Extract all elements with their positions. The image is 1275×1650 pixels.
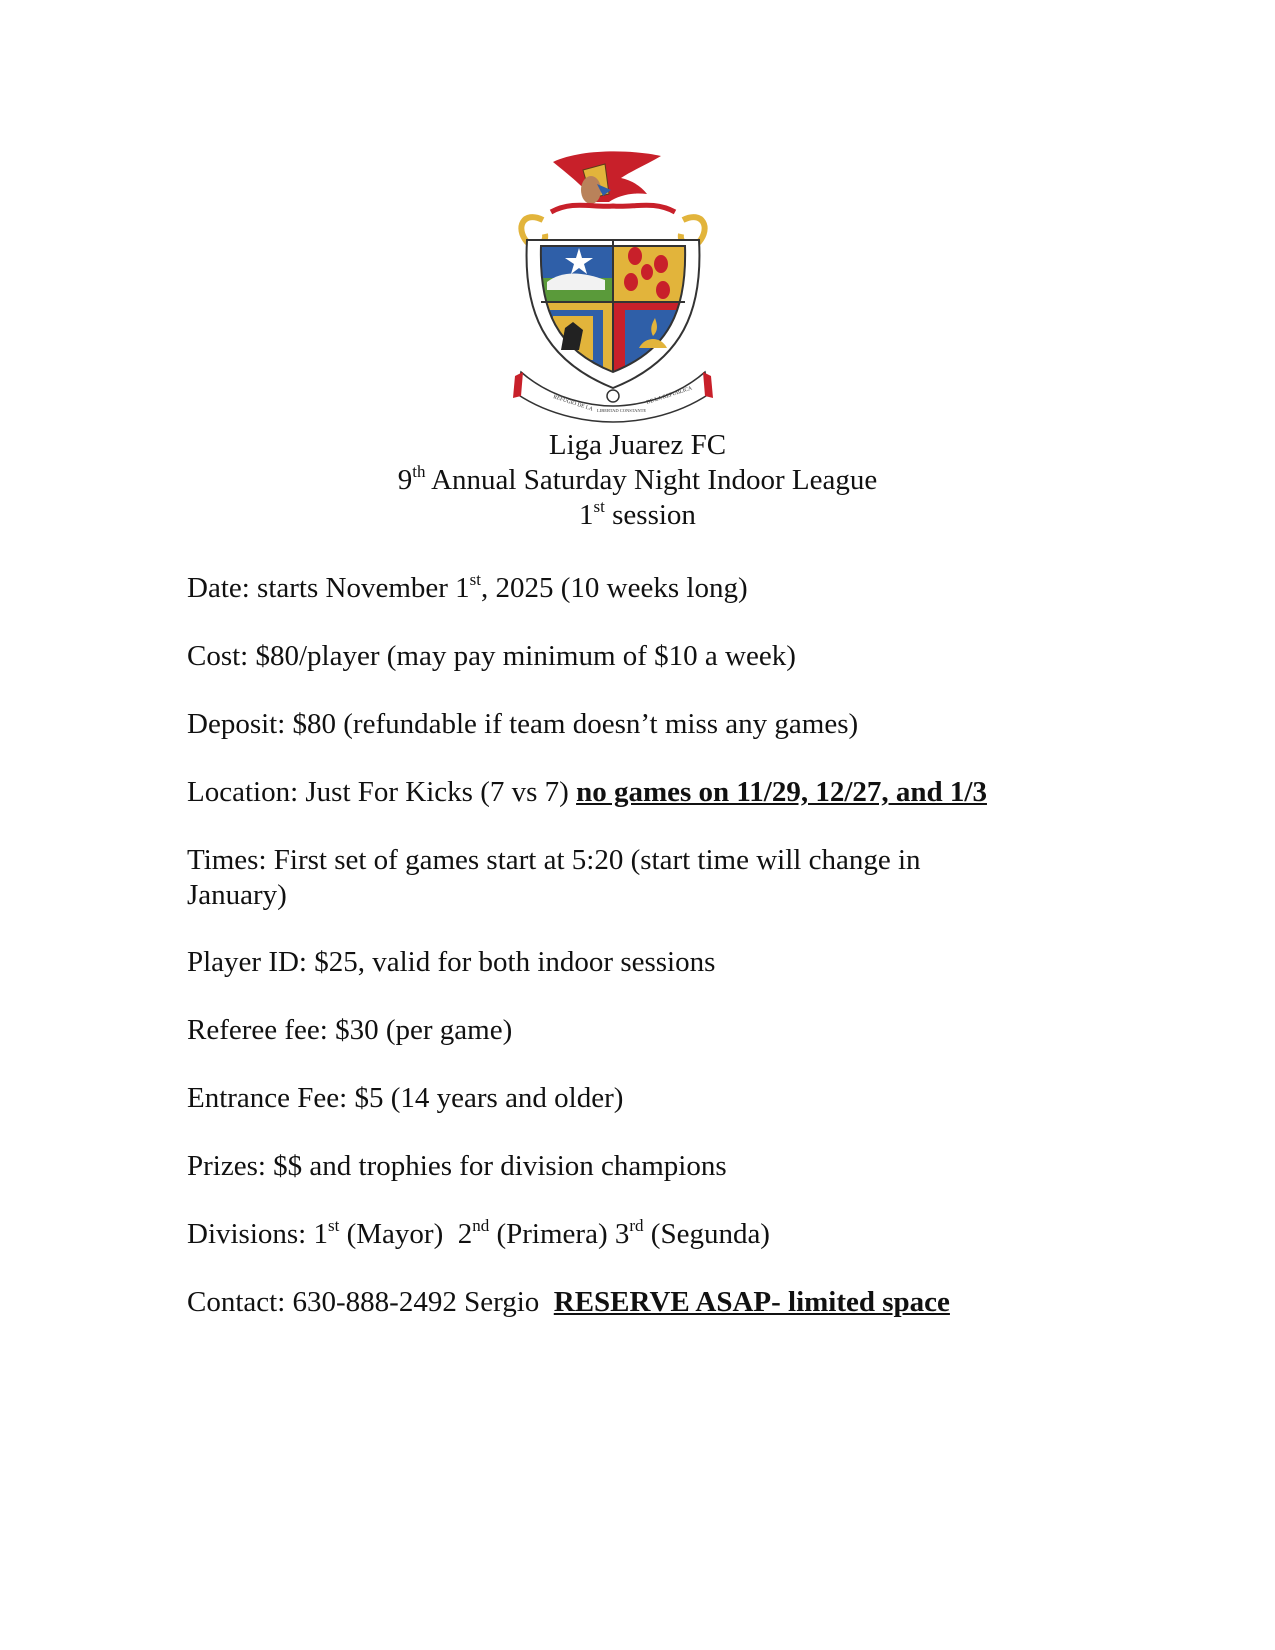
crest-motto-right: DE LA REPUBLICA	[645, 385, 693, 406]
no-games-dates: no games on 11/29, 12/27, and 1/3	[576, 776, 987, 808]
crest-motto-center: LIBERTAD CONSTANTE	[597, 408, 647, 413]
league-subtitle: 9th Annual Saturday Night Indoor League	[397, 462, 878, 496]
divisions-line: Divisions: 1st (Mayor) 2nd (Primera) 3rd (Segunda)	[187, 1216, 770, 1250]
player-id-line: Player ID: $25, valid for both indoor sessions	[187, 946, 716, 978]
cost-line: Cost: $80/player (may pay minimum of $10 a week)	[187, 640, 796, 672]
crest-motto-left: REFUGIO DE LA	[552, 394, 594, 413]
liga-juarez-crest-logo	[513, 150, 713, 425]
referee-fee-line: Referee fee: $30 (per game)	[187, 1014, 513, 1046]
flyer-header	[0, 428, 1275, 533]
entrance-fee-line: Entrance Fee: $5 (14 years and older)	[187, 1082, 624, 1114]
reserve-notice: RESERVE ASAP- limited space	[553, 1286, 950, 1318]
league-title: Liga Juarez FC	[548, 429, 727, 461]
session-label: 1st session	[579, 497, 696, 531]
prizes-line: Prizes: $$ and trophies for division champions	[187, 1150, 727, 1182]
location-line: Location: Just For Kicks (7 vs 7) no games on 11/29, 12/27, and 1/3	[187, 776, 987, 808]
contact-line: Contact: 630-888-2492 Sergio RESERVE ASAP- limited space	[187, 1286, 950, 1318]
date-line: Date: starts November 1st, 2025 (10 weeks long)	[187, 570, 748, 604]
times-line: Times: First set of games start at 5:20 (start time will change in January)	[187, 844, 921, 911]
deposit-line: Deposit: $80 (refundable if team doesn’t miss any games)	[187, 708, 859, 740]
